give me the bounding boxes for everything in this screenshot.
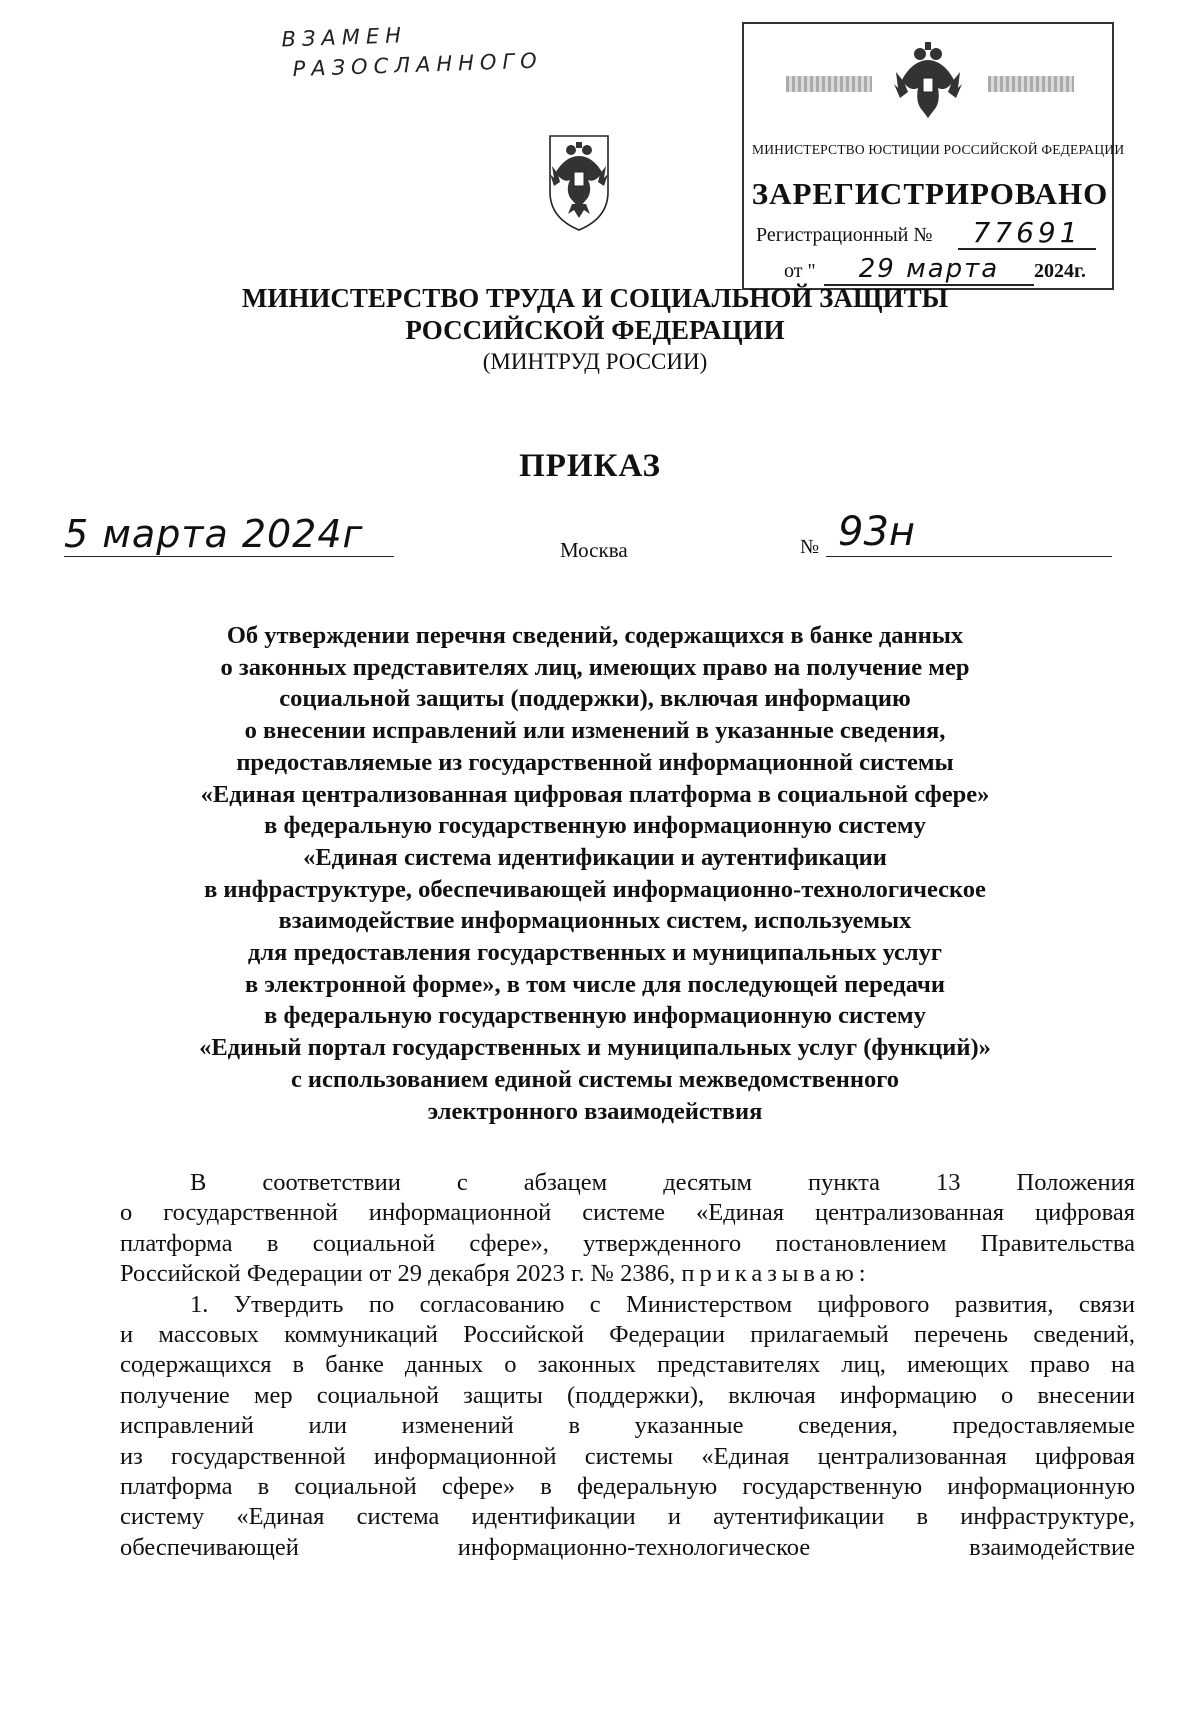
body-line: В соответствии с абзацем десятым пункта 13 Положения	[190, 1169, 1135, 1196]
ministry-header-line1: МИНИСТЕРСТВО ТРУДА И СОЦИАЛЬНОЙ ЗАЩИТЫ	[241, 283, 949, 313]
stamp-eagle-icon	[894, 38, 962, 126]
registration-stamp	[742, 22, 1125, 290]
body-line: платформа в социальной сфере», утвержденного постановлением Правительства	[120, 1229, 1135, 1257]
body-line: систему «Единая система идентификации и аутентификации в инфраструктуре,	[120, 1503, 1135, 1531]
body-line	[120, 1259, 1135, 1289]
subject-line: «Единая система идентификации и аутентификации	[303, 843, 887, 871]
body-line: исправлений или изменений в указанные сведения, предоставляемые	[120, 1412, 1135, 1440]
stamp-texture	[988, 76, 1074, 92]
order-number: 93н	[826, 508, 1112, 557]
body-line: обеспечивающей информационно-технологическое взаимодействие	[120, 1533, 1135, 1561]
subject-line: о внесении исправлений или изменений в указанные сведения,	[244, 717, 946, 745]
body-line: о государственной информационной системе «Единая централизованная цифровая	[120, 1199, 1135, 1227]
subject-line: с использованием единой системы межведомственного	[290, 1065, 900, 1093]
stamp-reg-date: 29 марта	[824, 254, 1034, 286]
handwritten-note	[281, 15, 543, 84]
subject-line: о законных представителях лиц, имеющих право на получение мер	[220, 653, 970, 681]
subject-line: взаимодействие информационных систем, используемых	[278, 907, 912, 935]
stamp-reg-year: 2024г.	[1034, 260, 1086, 282]
ministry-header-line2: РОССИЙСКОЙ ФЕДЕРАЦИИ	[405, 315, 785, 345]
order-body	[120, 1168, 1135, 1563]
order-directive: приказываю:	[681, 1260, 871, 1288]
stamp-reg-number: 77691	[958, 218, 1096, 250]
stamp-texture	[786, 76, 872, 92]
body-line: 1. Утвердить по согласованию с Министерством цифрового развития, связи	[190, 1290, 1135, 1318]
subject-line: в электронной форме», в том числе для последующей передачи	[245, 970, 945, 998]
subject-line: в инфраструктуре, обеспечивающей информационно-технологическое	[204, 875, 986, 903]
order-date: 5 марта 2024г	[64, 512, 394, 557]
body-line: платформа в социальной сфере» в федеральную государственную информационную	[120, 1473, 1135, 1501]
ministry-short-name: (МИНТРУД РОССИИ)	[482, 349, 708, 374]
subject-line: социальной защиты (поддержки), включая информацию	[279, 685, 911, 713]
subject-line: «Единая централизованная цифровая платформа в социальной сфере»	[200, 780, 990, 808]
subject-line: для предоставления государственных и муниципальных услуг	[247, 939, 943, 967]
order-city: Москва	[560, 538, 628, 562]
stamp-status: ЗАРЕГИСТРИРОВАНО	[751, 176, 1109, 211]
body-line: содержащихся в банке данных о законных представителях лиц, имеющих право на	[120, 1351, 1135, 1379]
order-title: ПРИКАЗ	[519, 448, 661, 484]
body-line-text: Российской Федерации от 29 декабря 2023 г. № 2386,	[120, 1260, 676, 1288]
subject-line: предоставляемые из государственной информационной системы	[236, 748, 954, 776]
subject-line: в федеральную государственную информационную систему	[264, 812, 926, 840]
subject-line: в федеральную государственную информационную систему	[264, 1002, 926, 1030]
body-line: и массовых коммуникаций Российской Федерации прилагаемый перечень сведений,	[120, 1321, 1135, 1349]
subject-line: Об утверждении перечня сведений, содержащихся в банке данных	[226, 622, 964, 649]
coat-of-arms-icon	[542, 122, 616, 234]
stamp-reg-label: Регистрационный №	[756, 224, 933, 246]
order-number-sign: №	[800, 536, 820, 558]
stamp-ministry-name: МИНИСТЕРСТВО ЮСТИЦИИ РОССИЙСКОЙ ФЕДЕРАЦИИ	[752, 142, 1125, 157]
stamp-from-label: от "	[784, 260, 816, 282]
body-line: получение мер социальной защиты (поддержки), включая информацию о внесении	[120, 1381, 1135, 1409]
subject-line: электронного взаимодействия	[427, 1097, 763, 1125]
handwritten-note-line1: ВЗАМЕН	[281, 23, 408, 52]
order-subject	[0, 620, 1190, 1127]
body-line: из государственной информационной системы «Единая централизованная цифровая	[120, 1442, 1135, 1470]
handwritten-note-line2: РАЗОСЛАННОГО	[292, 48, 544, 82]
subject-line: «Единый портал государственных и муниципальных услуг (функций)»	[199, 1034, 991, 1062]
ministry-header	[0, 282, 1190, 376]
